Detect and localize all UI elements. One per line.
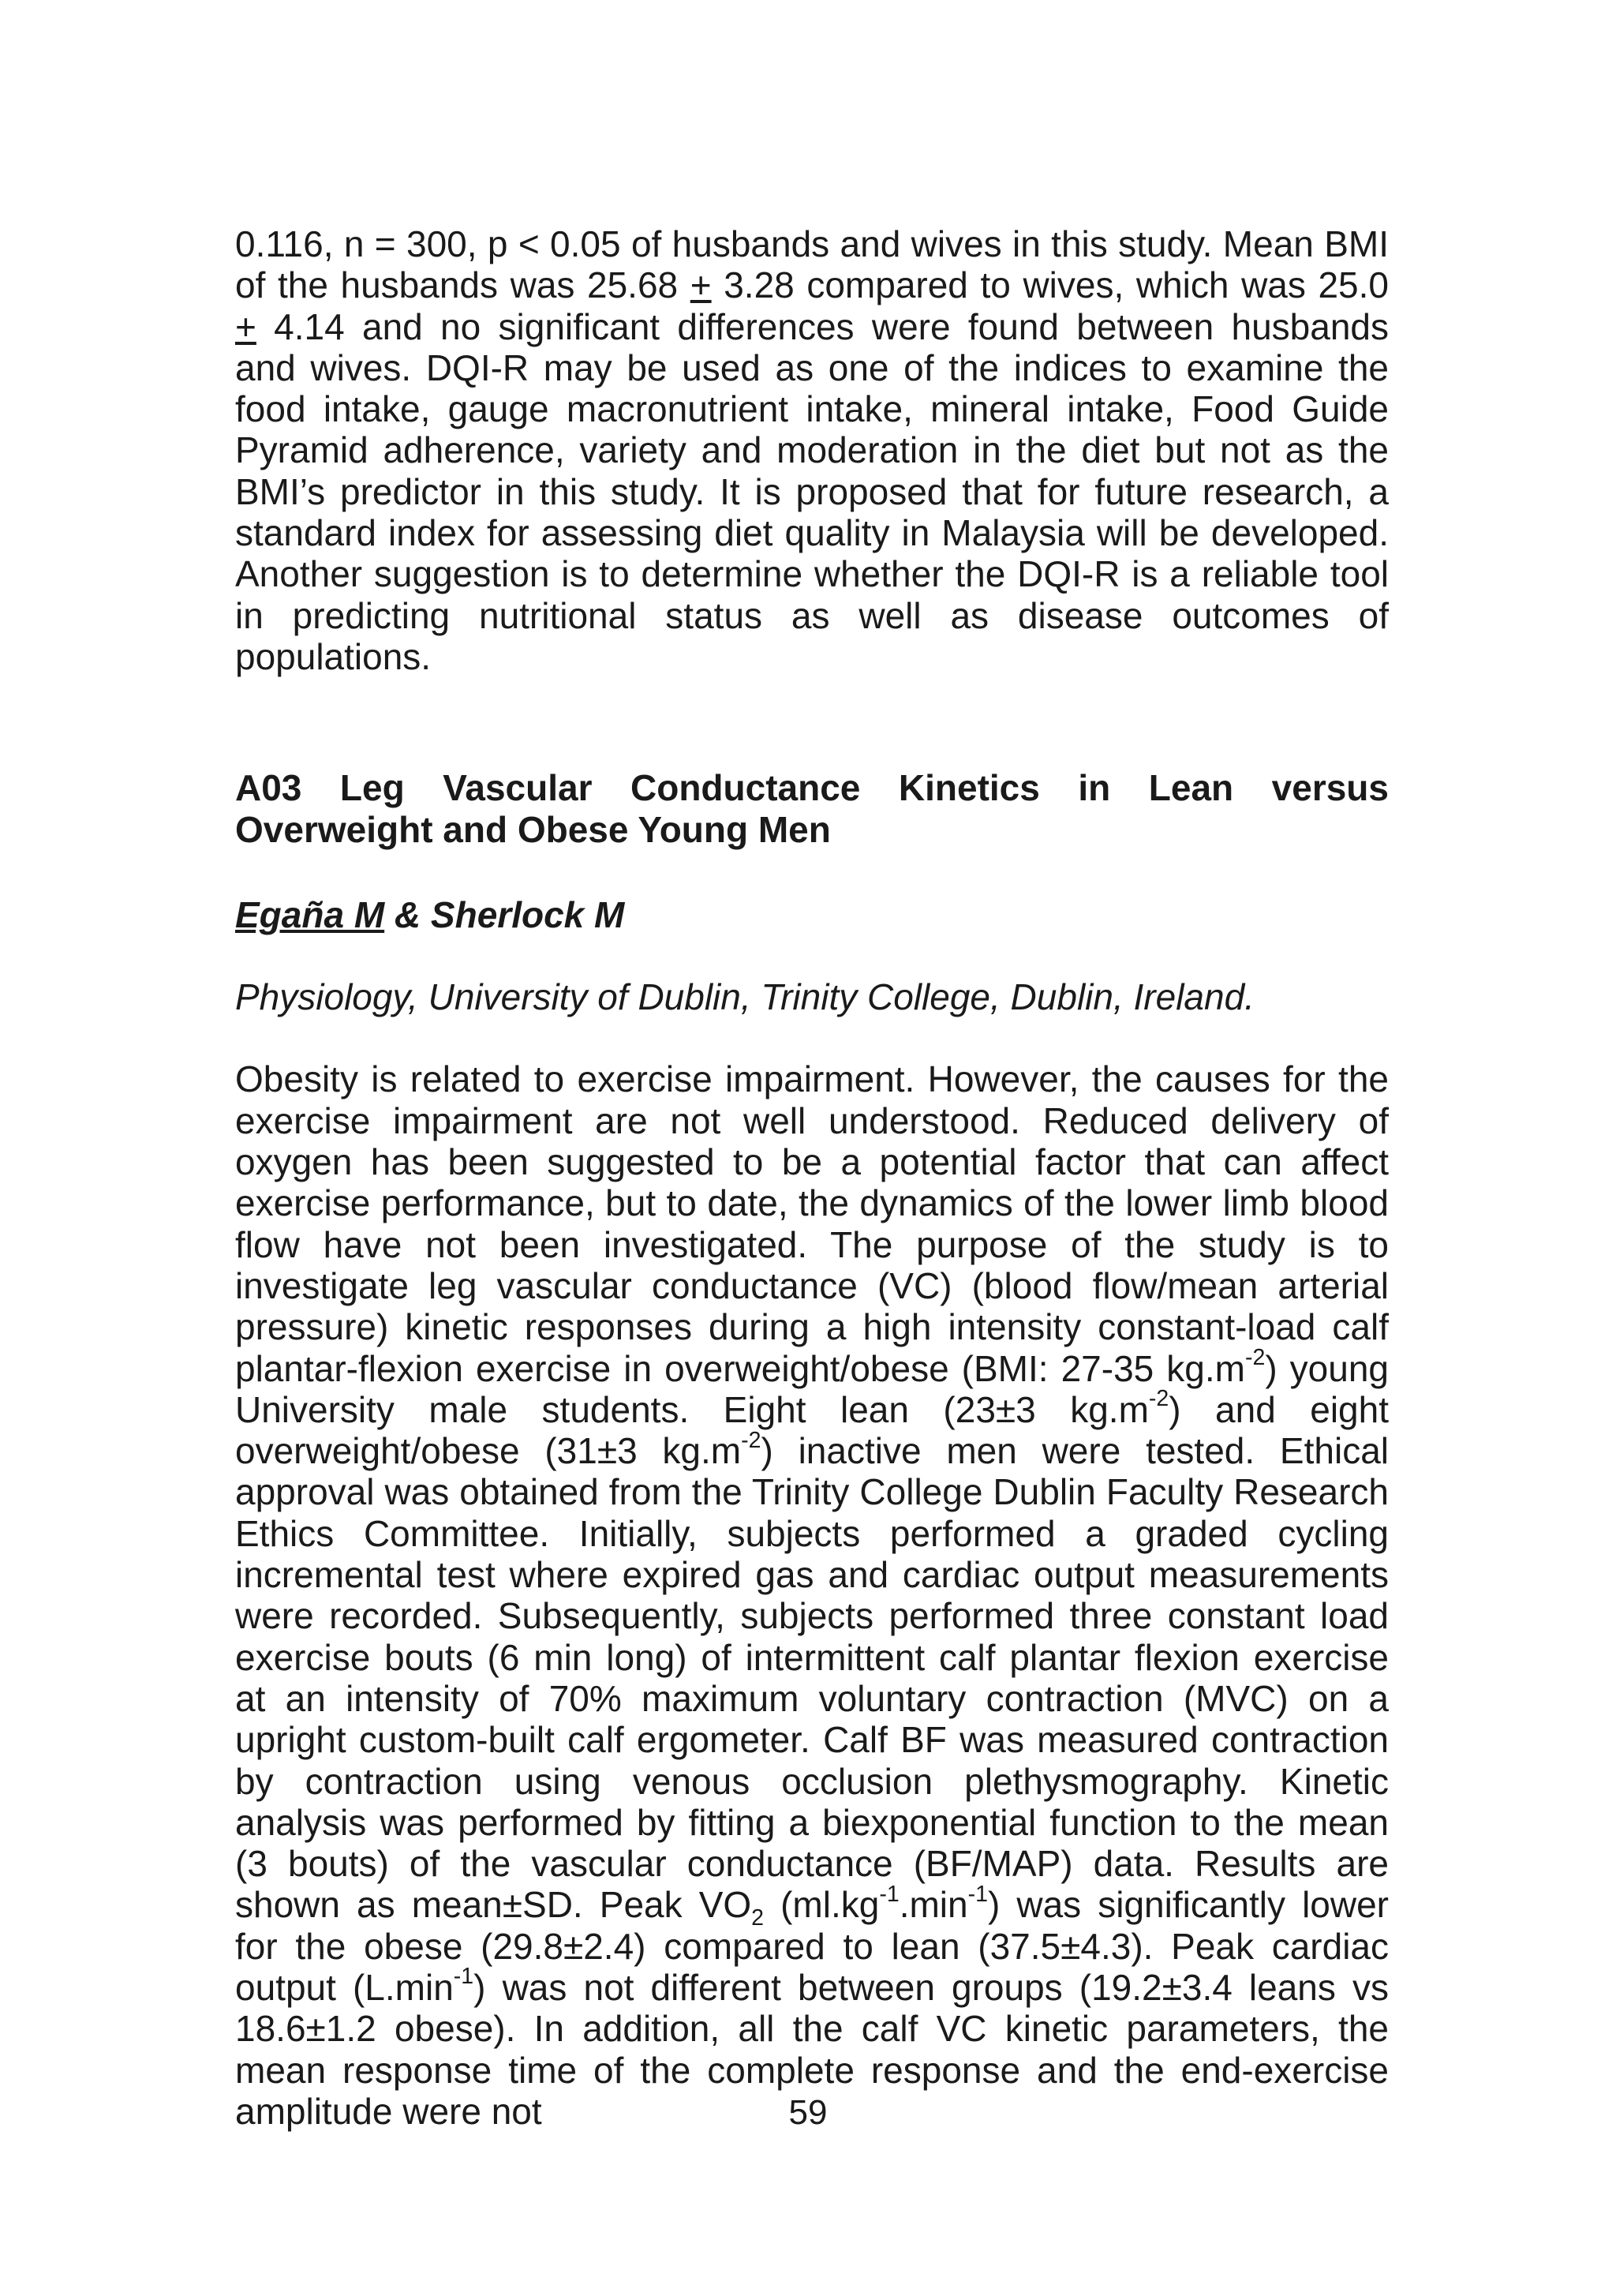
abstract-affiliation: Physiology, University of Dublin, Trinity College, Dublin, Ireland. <box>235 976 1255 1018</box>
abstract-title: A03 Leg Vascular Conductance Kinetics in Lean versus Overweight and Obese Young Men <box>235 767 1389 850</box>
plus-minus-sign: + <box>690 264 712 306</box>
page-number: 59 <box>788 2093 828 2132</box>
abstract-body: Obesity is related to exercise impairment. However, the causes for the exercise impairment are not well understood. Reduced delivery of oxygen has been suggested to be a potential factor that can affect exercise performance, but to date, the dynamics of the lower limb blood flow have not been investigated. The purpose of the study is to investigate leg vascular conductance (VC) (blood flow/mean arterial pressure) kinetic responses during a high intensity constant-load calf plantar-flexion exercise in overweight/obese (BMI: 27-35 $kg.m^{-2}$) young University male students. Eight lean (23±3 $kg.m^{-2}$) and eight overweight/obese (31±3 $kg.m^{-2}$) inactive men were tested. Ethical approval was obtained from the Trinity College Dublin Faculty Research Ethics Committee. Initially, subjects performed a graded cycling incremental test where expired gas and cardiac output measurements were recorded. Subsequently, subjects performed three constant load exercise bouts (6 min long) of intermittent calf plantar flexion exercise at an intensity of 70% maximum voluntary contraction (MVC) on a upright custom-built calf ergometer. Calf BF was measured contraction by contraction using venous occlusion plethysmography. Kinetic analysis was performed by fitting a biexponential function to the mean (3 bouts) of the vascular conductance (BF/MAP) data. Results are shown as mean±SD. Peak $VO_2$ $(ml.kg^{-1}.\min^{-1})$ was significantly lower for the obese (29.8±2.4) compared to lean (37.5±4.3). Peak cardiac output $(L.\min^{-1})$ was not different between groups (19.2±3.4 leans vs 18.6±1.2 obese). In addition, all the calf VC kinetic parameters, the mean response time of the complete response and the end-exercise amplitude were not <box>235 1058 1389 2132</box>
plus-minus-sign: + <box>235 305 256 347</box>
previous-abstract-continuation: 0.116, n = 300, p < 0.05 of husbands and wives in this study. Mean BMI of the husbands was 25.68 + 3.28 compared to wives, which was 25.0 + 4.14 and no significant differences were found between husbands and wives. DQI-R may be used as one of the indices to examine the food intake, gauge macronutrient intake, mineral intake, Food Guide Pyramid adherence, variety and moderation in the diet but not as the BMI’s predictor in this study. It is proposed that for future research, a standard index for assessing diet quality in Malaysia will be developed. Another suggestion is to determine whether the DQI-R is a reliable tool in predicting nutritional status as well as disease outcomes of populations. <box>235 223 1389 677</box>
presenting-author: Egaña M <box>235 893 385 935</box>
page-content <box>235 223 1389 2132</box>
abstract-authors <box>235 894 1389 935</box>
co-authors: & Sherlock M <box>384 893 625 935</box>
